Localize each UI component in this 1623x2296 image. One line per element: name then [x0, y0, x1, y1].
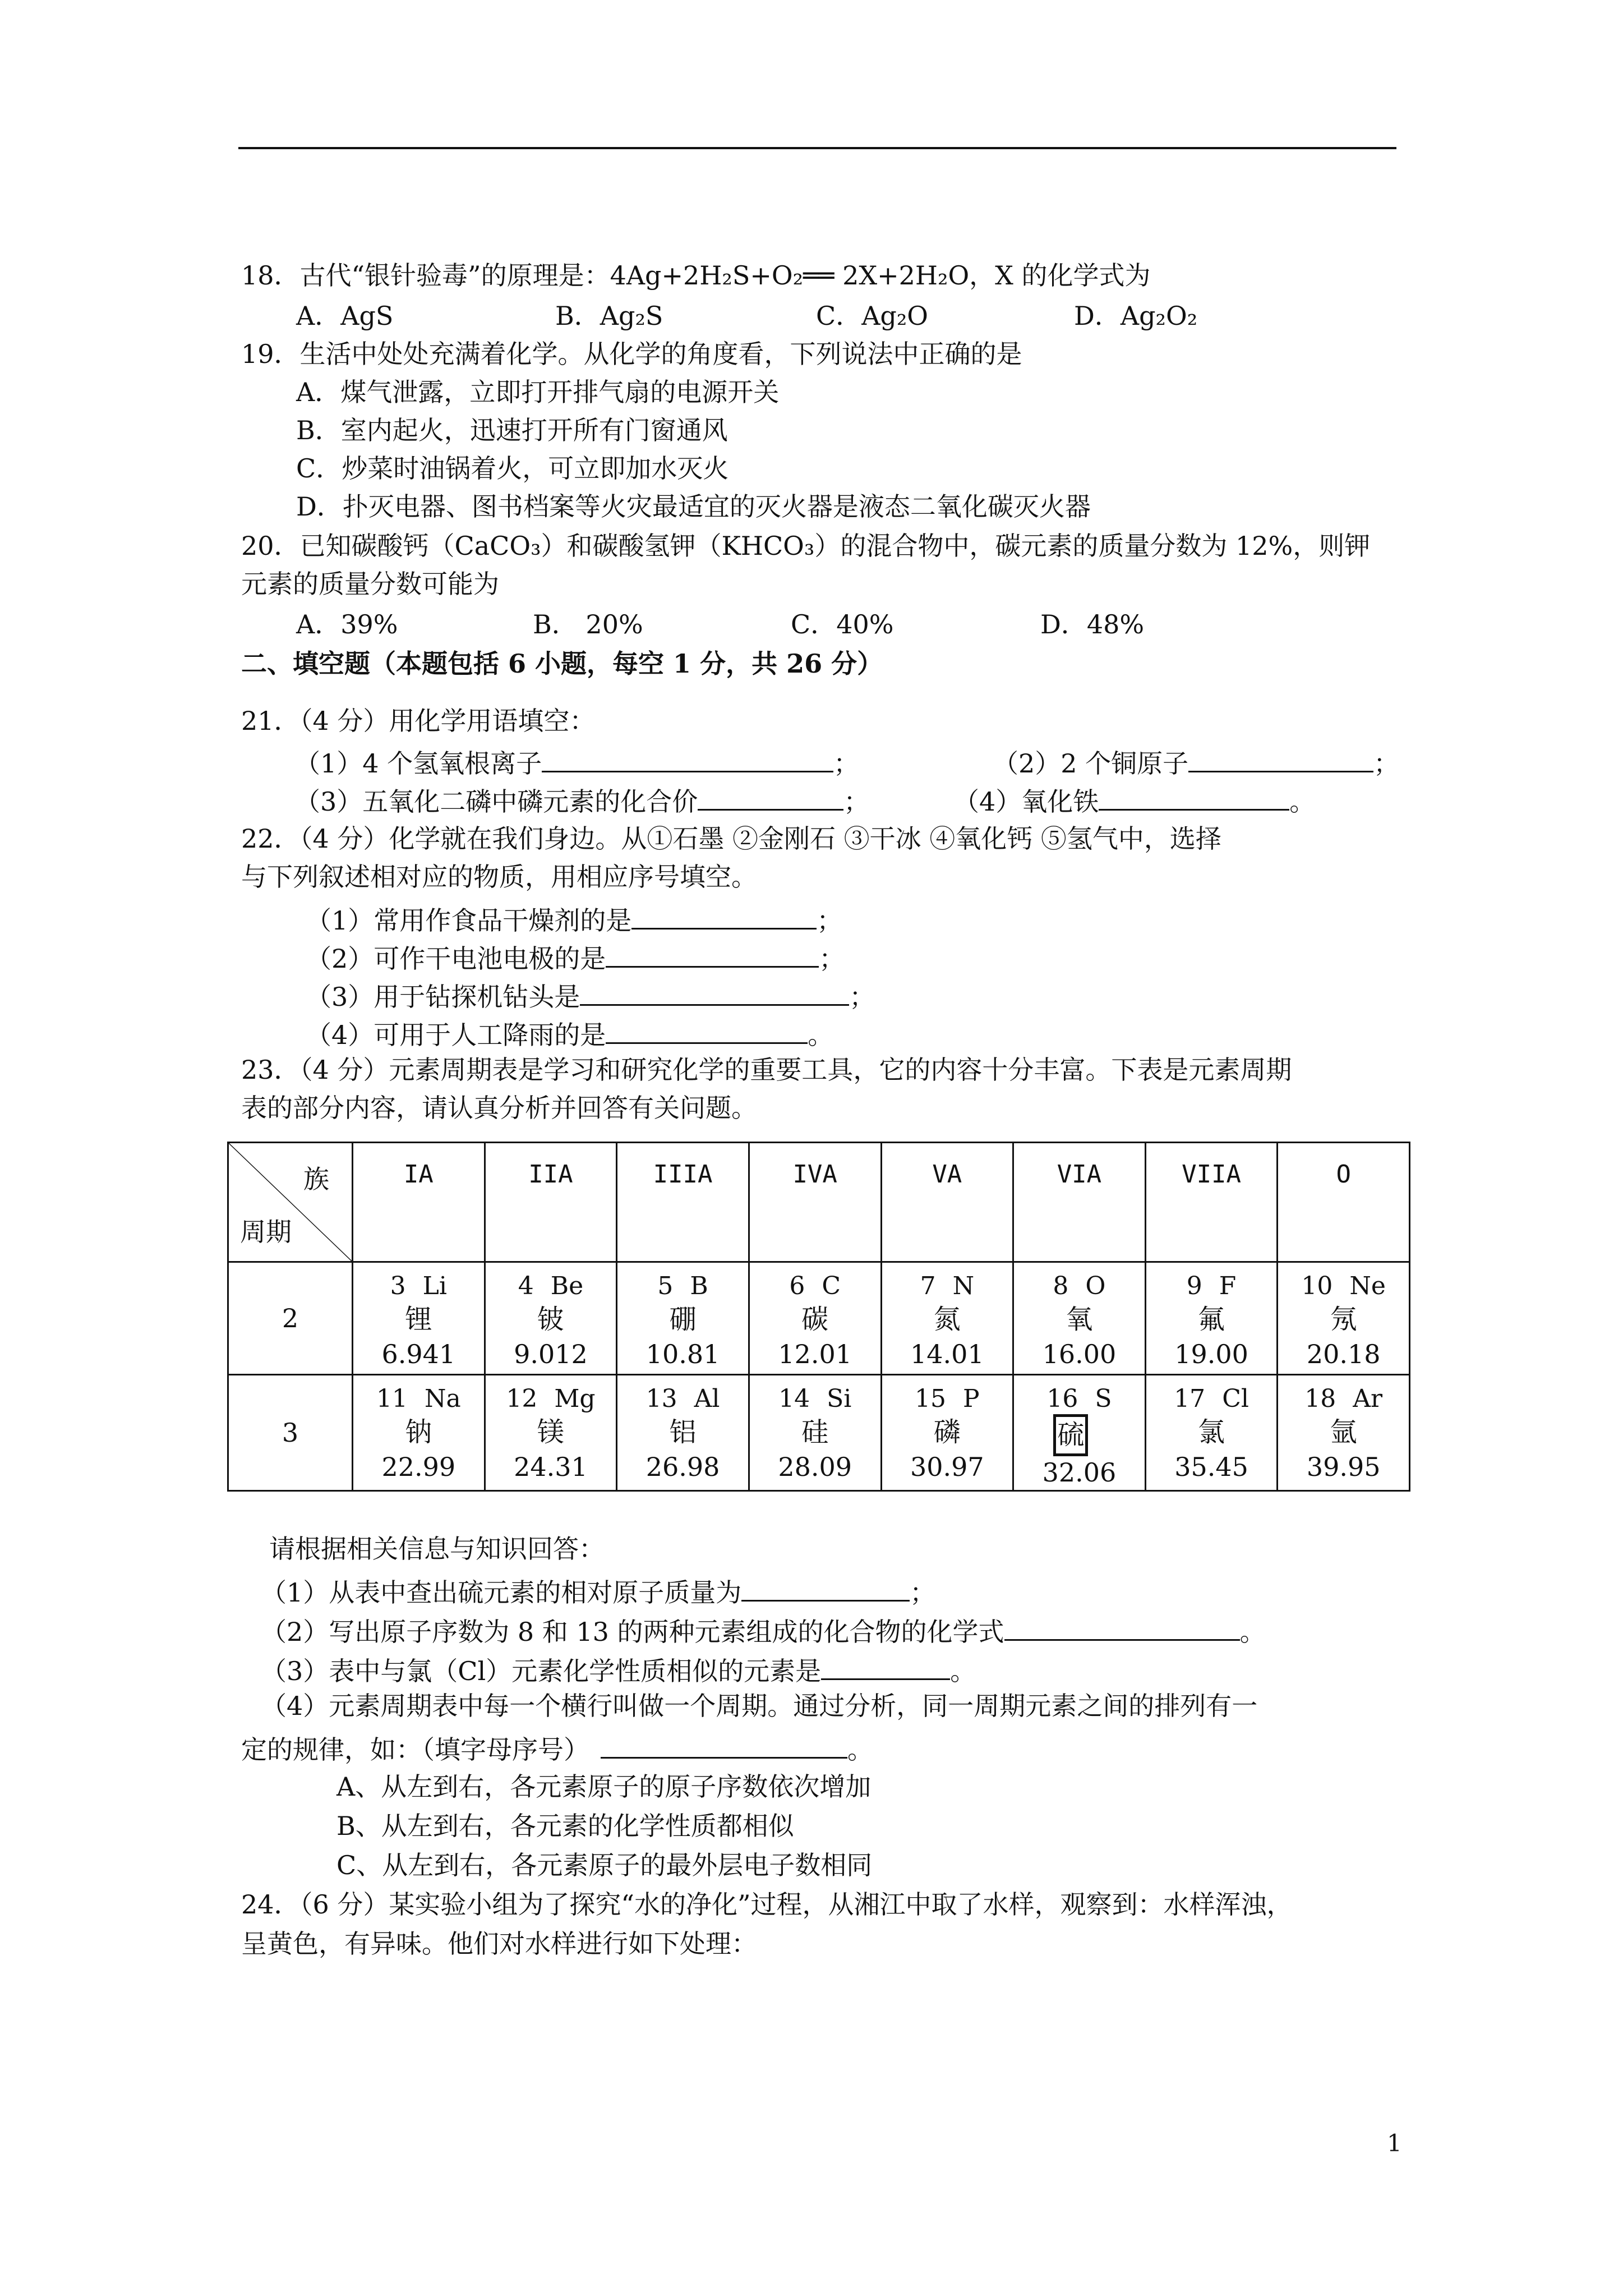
q21-part-3 — [294, 784, 869, 815]
question-19-text: 19．生活中处处充满着化学。从化学的角度看，下列说法中正确的是 — [241, 339, 1022, 369]
atomic-number: 13 — [645, 1384, 677, 1413]
question-21-text: 21．（4 分）用化学用语填空： — [241, 706, 596, 736]
punctuation: ； — [849, 982, 875, 1012]
q22-item-3 — [306, 979, 875, 1010]
atomic-mass: 22.99 — [381, 1451, 456, 1482]
group-header: VA — [881, 1143, 1013, 1262]
q22-item-1-label: （1）常用作食品干燥剂的是 — [306, 905, 632, 936]
element-name: 碳 — [801, 1304, 829, 1335]
element-symbol: O — [1085, 1272, 1106, 1300]
element-cell — [617, 1375, 749, 1491]
table-header-row — [228, 1143, 1410, 1262]
q20-option-d: D．48% — [1040, 609, 1145, 639]
atomic-mass: 39.95 — [1306, 1451, 1381, 1482]
element-name: 氟 — [1198, 1304, 1225, 1335]
element-name: 铝 — [669, 1416, 697, 1448]
element-symbol: C — [822, 1272, 841, 1300]
element-name: 氩 — [1330, 1416, 1357, 1448]
q23-choice-c: C、从左到右，各元素原子的最外层电子数相同 — [336, 1850, 873, 1880]
answer-blank[interactable] — [1004, 1614, 1240, 1641]
answer-blank[interactable] — [542, 746, 833, 772]
answer-blank[interactable] — [606, 1018, 808, 1044]
punctuation: ； — [819, 944, 845, 974]
answer-blank[interactable] — [580, 979, 849, 1006]
group-header: VIIA — [1145, 1143, 1278, 1262]
punctuation: 。 — [1239, 1617, 1266, 1647]
q22-item-4-label: （4）可用于人工降雨的是 — [306, 1020, 606, 1050]
q21-part-1 — [294, 746, 860, 779]
answer-blank[interactable] — [606, 941, 819, 968]
atomic-number: 14 — [778, 1384, 810, 1413]
atomic-mass: 9.012 — [514, 1338, 588, 1369]
group-axis-label: 族 — [303, 1164, 329, 1194]
group-header: IIA — [485, 1143, 617, 1262]
atomic-number: 10 — [1301, 1272, 1333, 1300]
element-cell — [1013, 1262, 1146, 1375]
period-label: 3 — [228, 1375, 353, 1491]
atomic-mass: 20.18 — [1306, 1338, 1381, 1369]
element-cell — [617, 1262, 749, 1375]
q23-choice-b: B、从左到右，各元素的化学性质都相似 — [336, 1811, 794, 1841]
element-name: 铍 — [537, 1304, 564, 1335]
element-name: 氯 — [1198, 1416, 1225, 1448]
atomic-number: 15 — [915, 1384, 946, 1413]
element-symbol: Si — [827, 1384, 852, 1413]
element-symbol: Mg — [554, 1384, 596, 1413]
q19-option-a: A．煤气泄露，立即打开排气扇的电源开关 — [296, 377, 780, 407]
element-symbol: Li — [422, 1272, 447, 1300]
q19-option-c: C．炒菜时油锅着火，可立即加水灭火 — [296, 453, 729, 484]
q23-sub-3-label: （3）表中与氯（Cl）元素化学性质相似的元素是 — [261, 1656, 822, 1686]
punctuation: ； — [1373, 748, 1400, 779]
answer-blank[interactable] — [698, 784, 843, 811]
q18-option-c: C．Ag₂O — [816, 301, 929, 331]
element-name: 氮 — [933, 1304, 961, 1335]
punctuation: 。 — [1289, 786, 1316, 817]
element-symbol: Al — [694, 1384, 720, 1413]
answer-blank[interactable] — [631, 903, 817, 930]
q23-sub-3 — [261, 1654, 976, 1684]
group-header: O — [1278, 1143, 1410, 1262]
q19-option-d: D．扑灭电器、图书档案等火灾最适宜的灭火器是液态二氧化碳灭火器 — [296, 491, 1091, 522]
atomic-number: 3 — [390, 1272, 406, 1300]
table-row-period-3 — [228, 1375, 1410, 1491]
group-header: VIA — [1013, 1143, 1146, 1262]
atomic-number: 7 — [920, 1272, 936, 1300]
answer-blank[interactable] — [821, 1654, 950, 1680]
element-name: 磷 — [933, 1416, 961, 1448]
atomic-number: 12 — [506, 1384, 538, 1413]
element-symbol: P — [963, 1384, 980, 1413]
q22-item-4 — [306, 1018, 833, 1048]
q22-item-2 — [306, 941, 845, 972]
element-cell — [749, 1375, 881, 1491]
element-cell — [353, 1262, 485, 1375]
page-number: 1 — [1387, 2129, 1402, 2157]
element-cell — [881, 1375, 1013, 1491]
atomic-number: 11 — [376, 1384, 408, 1413]
q18-option-d: D．Ag₂O₂ — [1074, 301, 1198, 331]
element-cell-sulfur — [1013, 1375, 1146, 1491]
group-header: IIIA — [617, 1143, 749, 1262]
q23-prompt: 请根据相关信息与知识回答： — [269, 1534, 605, 1564]
question-20-text-2: 元素的质量分数可能为 — [241, 569, 499, 599]
element-name: 硅 — [801, 1416, 829, 1448]
element-symbol: F — [1219, 1272, 1237, 1300]
q23-sub-4-label: 定的规律，如：（填字母序号） — [241, 1734, 589, 1765]
element-cell — [485, 1262, 617, 1375]
atomic-number: 18 — [1304, 1384, 1336, 1413]
q21-part-4 — [953, 784, 1315, 815]
element-symbol: Ar — [1353, 1384, 1383, 1413]
punctuation: 。 — [808, 1020, 834, 1050]
q19-option-b: B．室内起火，迅速打开所有门窗通风 — [296, 415, 728, 445]
q20-option-a: A．39% — [296, 609, 398, 639]
atomic-number: 5 — [657, 1272, 674, 1300]
atomic-mass: 24.31 — [514, 1451, 588, 1482]
q23-sub-1 — [261, 1575, 936, 1608]
element-name: 氧 — [1066, 1304, 1093, 1335]
atomic-number: 6 — [789, 1272, 805, 1300]
element-name: 氖 — [1330, 1304, 1357, 1335]
element-symbol: Na — [424, 1384, 461, 1413]
q23-sub-2-label: （2）写出原子序数为 8 和 13 的两种元素组成的化合物的化学式 — [261, 1617, 1004, 1647]
punctuation: 。 — [950, 1656, 976, 1686]
element-cell — [749, 1262, 881, 1375]
atomic-number: 17 — [1174, 1384, 1206, 1413]
period-axis-label: 周期 — [240, 1217, 292, 1247]
group-header: IA — [353, 1143, 485, 1262]
element-cell — [1278, 1262, 1410, 1375]
q21-part-4-label: （4）氧化铁 — [953, 786, 1099, 817]
atomic-mass: 26.98 — [645, 1451, 720, 1482]
answer-blank[interactable] — [1099, 784, 1289, 811]
element-name: 钠 — [405, 1416, 432, 1448]
element-cell — [1145, 1375, 1278, 1491]
q20-option-c: C．40% — [791, 609, 894, 639]
q22-item-2-label: （2）可作干电池电极的是 — [306, 944, 606, 974]
q18-option-b: B．Ag₂S — [555, 301, 663, 331]
table-row-period-2 — [228, 1262, 1410, 1375]
atomic-mass: 35.45 — [1174, 1451, 1248, 1482]
question-23-text-1: 23．（4 分）元素周期表是学习和研究化学的重要工具，它的内容十分丰富。下表是元素周期 — [241, 1055, 1292, 1085]
atomic-mass: 32.06 — [1042, 1457, 1117, 1488]
q23-sub-4-line-2 — [241, 1732, 873, 1763]
element-symbol: N — [952, 1272, 975, 1300]
atomic-mass: 10.81 — [645, 1338, 720, 1369]
element-symbol: S — [1095, 1384, 1112, 1413]
element-symbol: Cl — [1222, 1384, 1249, 1413]
periodic-table — [227, 1142, 1410, 1492]
question-22-text-1: 22．（4 分）化学就在我们身边。从①石墨 ②金刚石 ③干冰 ④氧化钙 ⑤氢气中，选择 — [241, 823, 1221, 854]
element-symbol: Ne — [1349, 1272, 1386, 1300]
q23-sub-4-line-1: （4）元素周期表中每一个横行叫做一个周期。通过分析，同一周期元素之间的排列有一 — [261, 1691, 1258, 1721]
element-name: 锂 — [405, 1304, 432, 1335]
punctuation: ； — [843, 786, 870, 817]
q23-sub-2 — [261, 1614, 1266, 1645]
punctuation: ； — [910, 1577, 936, 1608]
element-cell — [353, 1375, 485, 1491]
group-header: IVA — [749, 1143, 881, 1262]
atomic-mass: 28.09 — [778, 1451, 852, 1482]
element-cell — [1278, 1375, 1410, 1491]
section-2-heading: 二、填空题（本题包括 6 小题，每空 1 分，共 26 分） — [241, 648, 883, 679]
element-cell — [485, 1375, 617, 1491]
q23-sub-1-label: （1）从表中查出硫元素的相对原子质量为 — [261, 1577, 742, 1608]
question-18-text: 18．古代“银针验毒”的原理是：4Ag+2H₂S+O₂══ 2X+2H₂O，X 的化学式为 — [241, 260, 1151, 291]
element-name: 硼 — [669, 1304, 697, 1335]
punctuation: 。 — [847, 1734, 873, 1765]
q22-item-1 — [306, 903, 843, 936]
table-corner-cell — [228, 1143, 353, 1262]
punctuation: ； — [817, 905, 843, 936]
question-24-text-1: 24．（6 分）某实验小组为了探究“水的净化”过程，从湘江中取了水样，观察到：水样浑浊， — [241, 1889, 1293, 1920]
element-cell — [881, 1262, 1013, 1375]
q20-option-b: B． 20% — [533, 609, 643, 639]
element-cell — [1145, 1262, 1278, 1375]
punctuation: ； — [833, 748, 860, 779]
atomic-number: 8 — [1053, 1272, 1069, 1300]
element-symbol: Be — [550, 1272, 584, 1300]
answer-blank[interactable] — [601, 1732, 847, 1759]
question-23-text-2: 表的部分内容，请认真分析并回答有关问题。 — [241, 1093, 757, 1123]
atomic-mass: 14.01 — [910, 1338, 984, 1369]
atomic-mass: 12.01 — [778, 1338, 852, 1369]
q21-part-2 — [993, 746, 1400, 779]
element-symbol: B — [690, 1272, 708, 1300]
atomic-mass: 30.97 — [910, 1451, 984, 1482]
atomic-mass: 6.941 — [381, 1338, 456, 1369]
element-name-boxed: 硫 — [1053, 1414, 1088, 1456]
period-label: 2 — [228, 1262, 353, 1375]
question-20-text-1: 20．已知碳酸钙（CaCO₃）和碳酸氢钾（KHCO₃）的混合物中，碳元素的质量分数为 12%，则钾 — [241, 531, 1371, 561]
question-22-text-2: 与下列叙述相对应的物质，用相应序号填空。 — [241, 862, 757, 892]
atomic-number: 9 — [1186, 1272, 1202, 1300]
q21-part-2-label: （2）2 个铜原子 — [993, 748, 1189, 779]
q21-part-3-label: （3）五氧化二磷中磷元素的化合价 — [294, 786, 698, 817]
atomic-mass: 19.00 — [1174, 1338, 1248, 1369]
answer-blank[interactable] — [1188, 746, 1373, 772]
header-rule — [238, 147, 1396, 149]
element-name: 镁 — [537, 1416, 564, 1448]
atomic-number: 4 — [518, 1272, 534, 1300]
q18-option-a: A．AgS — [296, 301, 394, 331]
question-24-text-2: 呈黄色，有异味。他们对水样进行如下处理： — [241, 1929, 757, 1959]
atomic-number: 16 — [1046, 1384, 1078, 1413]
q23-choice-a: A、从左到右，各元素原子的原子序数依次增加 — [336, 1772, 872, 1802]
q21-part-1-label: （1）4 个氢氧根离子 — [294, 748, 542, 779]
atomic-mass: 16.00 — [1042, 1338, 1117, 1369]
q22-item-3-label: （3）用于钻探机钻头是 — [306, 982, 580, 1012]
answer-blank[interactable] — [741, 1575, 910, 1602]
